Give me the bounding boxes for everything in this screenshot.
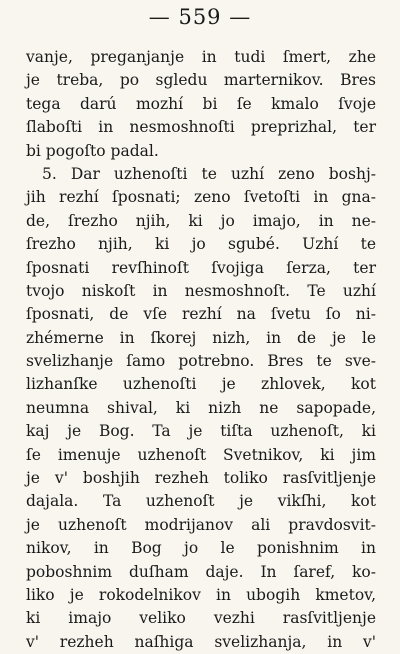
- text-line: ſlaboſti in nesmoshnoſti preprizhal, ter: [26, 118, 376, 137]
- text-line: nikov, in Bog jo le ponishnim in: [26, 539, 376, 558]
- text-line: tega darú mozhí bi ſe kmalo ſvoje: [26, 94, 376, 113]
- text-line: bi pogoſto padal.: [26, 141, 159, 160]
- text-line: ſposnati revſhinoſt ſvojiga ſerza, ter: [26, 258, 376, 277]
- text-line: ſrezho njih, ki jo sgubé. Uzhí te: [26, 235, 376, 254]
- text-line: de, ſrezho njih, ki jo imajo, in ne-: [26, 211, 376, 230]
- text-line: je treba, po sgledu marternikov. Bres: [26, 71, 376, 90]
- text-line: zhémerne in ſkorej nizh, in de je le: [26, 328, 376, 347]
- text-line: neumna shival, ki nizh ne sapopade,: [26, 398, 376, 417]
- text-line: liko je rokodelnikov in ubogih kmetov,: [26, 585, 376, 604]
- paragraph-start-line: 5. Dar uzhenoſti te uzhí zeno boshj-: [42, 164, 376, 183]
- page-number-header: — 559 —: [148, 5, 252, 29]
- text-line: vanje, preganjanje in tudi ſmert, zhe: [26, 48, 376, 66]
- text-line: dajala. Ta uzhenoſt je vikſhi, kot: [26, 492, 376, 511]
- text-line: tvojo niskoſt in nesmoshnoſt. Te uzhí: [26, 281, 376, 300]
- text-line: lizhanſke uzhenoſti je zhlovek, kot: [26, 375, 376, 394]
- text-line: ſe imenuje uzhenoſt Svetnikov, ki jim: [26, 445, 376, 464]
- text-line: ſposnati, de vſe rezhí na ſvetu ſo ni-: [26, 305, 376, 324]
- text-line: ki imajo veliko vezhi rasſvitljenje: [26, 609, 376, 628]
- page-body-text: [26, 46, 376, 654]
- text-line: svelizhanje ſamo potrebno. Bres te sve-: [26, 352, 376, 371]
- text-line: jih rezhí ſposnati; zeno ſvetoſti in gna-: [26, 188, 376, 207]
- text-line: v' rezheh naſhiga svelizhanja, in v': [26, 632, 376, 651]
- text-line: je uzhenoſt modrijanov ali pravdosvit-: [26, 515, 376, 534]
- text-line: je v' boshjih rezheh toliko rasſvitljenje: [26, 469, 376, 488]
- text-line: kaj je Bog. Ta je tiſta uzhenoſt, ki: [26, 422, 376, 441]
- text-line: poboshnim duſham daje. In ſaref, ko-: [26, 562, 376, 581]
